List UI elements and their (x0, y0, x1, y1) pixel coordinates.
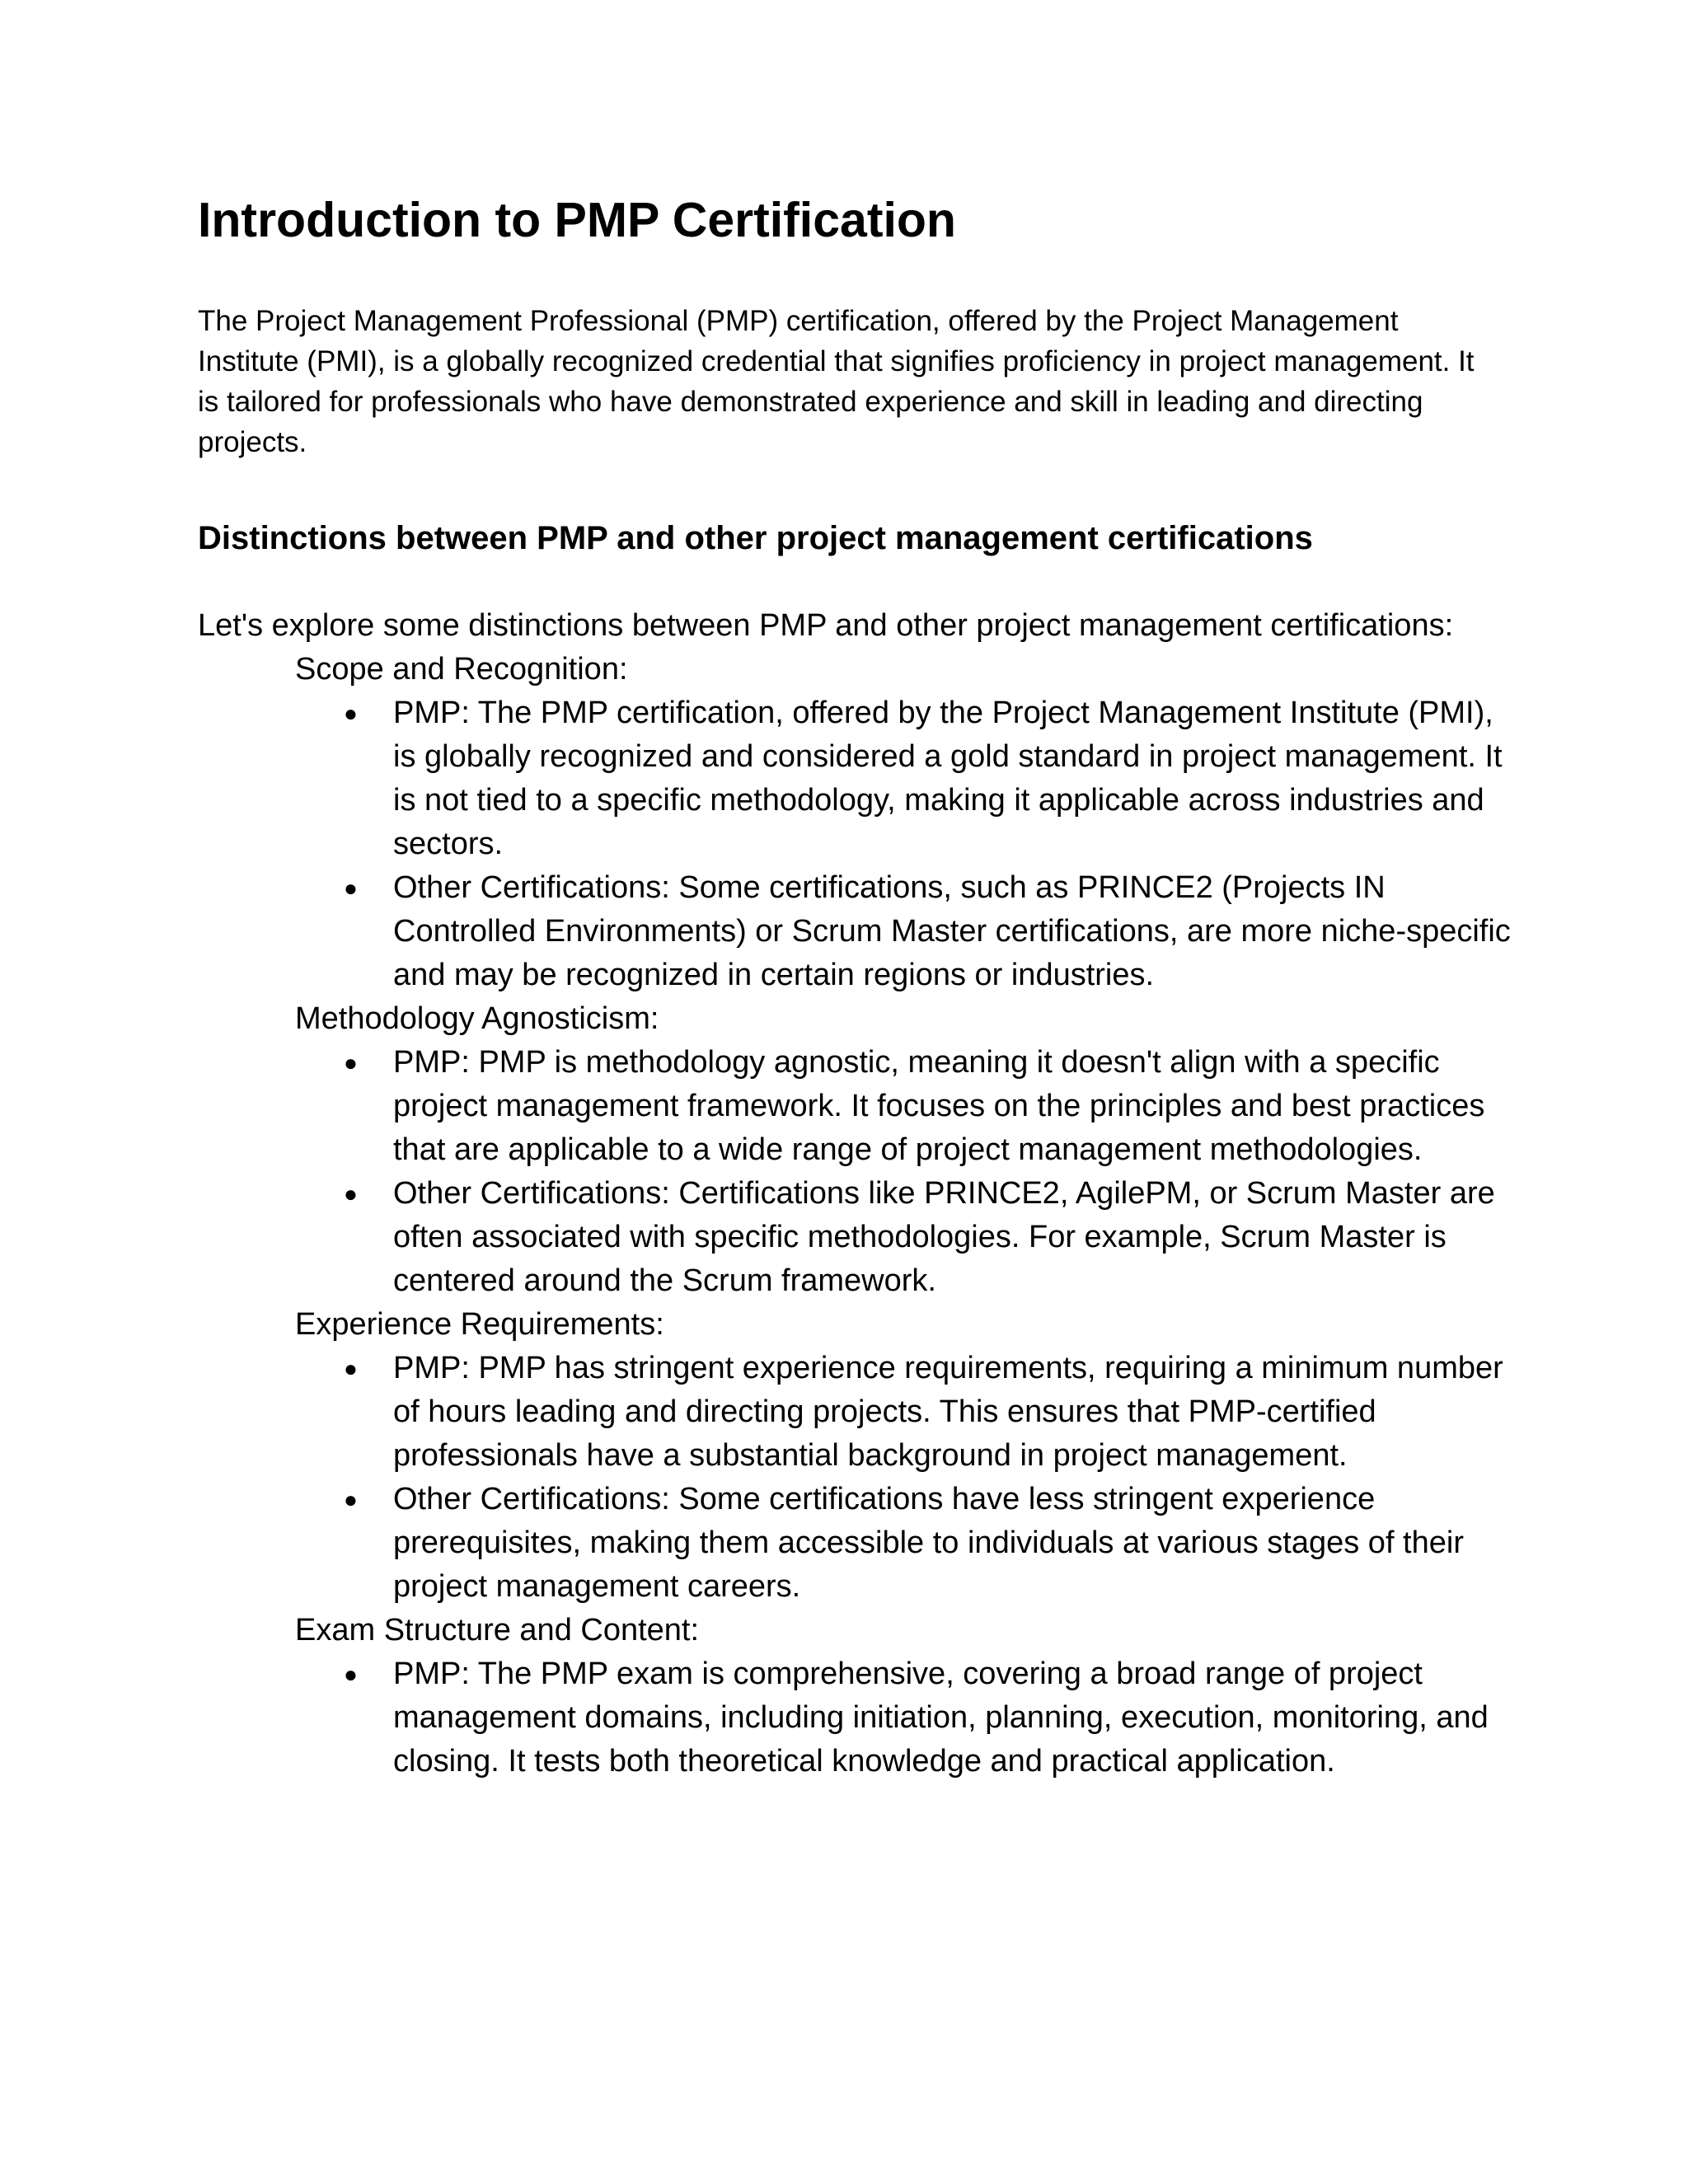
list-item (344, 691, 1514, 866)
group-label: Exam Structure and Content: (295, 1612, 700, 1647)
bullet-list (198, 1347, 1517, 1609)
section-heading: Distinctions between PMP and other project management certifications (198, 519, 1313, 556)
list-item (344, 1041, 1514, 1172)
list-item (344, 1652, 1514, 1783)
group-label: Methodology Agnosticism: (295, 1001, 659, 1036)
bullet-icon: ● (344, 1355, 358, 1381)
bullet-list (198, 1041, 1517, 1303)
bullet-icon: ● (344, 1661, 358, 1687)
list-item-text: Other Certifications: Some certifications have less stringent experience prerequisites, making them accessible to individuals at various stages of their project management careers. (393, 1481, 1464, 1604)
list-item-text: PMP: PMP has stringent experience requirements, requiring a minimum number of hours leading and directing projects. This ensures that PMP-certified professionals have a substantial background in project management. (393, 1350, 1503, 1473)
bullet-list (198, 691, 1517, 997)
group-label: Experience Requirements: (295, 1306, 664, 1342)
list-item-text: PMP: The PMP certification, offered by the Project Management Institute (PMI), is globally recognized and considered a gold standard in project management. It is not tied to a specific methodology, making it applicable across industries and sectors. (393, 695, 1503, 861)
list-item (344, 1478, 1514, 1609)
lead-paragraph: Let's explore some distinctions between PMP and other project management certifications: (198, 607, 1454, 643)
intro-paragraph: The Project Management Professional (PMP) certification, offered by the Project Management Institute (PMI), is a globally recognized credential that signifies proficiency in project management. It is tailored for professionals who have demonstrated experience and skill in leading and directing projects. (198, 304, 1475, 458)
list-item-text: Other Certifications: Certifications like PRINCE2, AgilePM, or Scrum Master are often associated with specific methodologies. For example, Scrum Master is centered around the Scrum framework. (393, 1175, 1495, 1298)
list-item (344, 1347, 1514, 1478)
group-exam-structure-and-content (198, 1609, 1517, 1783)
list-item-text: Other Certifications: Some certifications, such as PRINCE2 (Projects IN Controlled Environments) or Scrum Master certifications, are more niche-specific and may be recognized in certain regions or industries. (393, 869, 1511, 992)
list-item-text: PMP: The PMP exam is comprehensive, covering a broad range of project management domains, including initiation, planning, execution, monitoring, and closing. It tests both theoretical knowledge and practical application. (393, 1656, 1489, 1779)
group-scope-and-recognition (198, 648, 1517, 997)
bullet-list (198, 1652, 1517, 1783)
page-title: Introduction to PMP Certification (198, 193, 956, 247)
bullet-icon: ● (344, 700, 358, 726)
list-item-text: PMP: PMP is methodology agnostic, meaning it doesn't align with a specific project management framework. It focuses on the principles and best practices that are applicable to a wide range of project management methodologies. (393, 1044, 1485, 1167)
group-experience-requirements (198, 1303, 1517, 1609)
bullet-icon: ● (344, 1049, 358, 1076)
bullet-icon: ● (344, 874, 358, 901)
document-page (198, 191, 1517, 1783)
list-item (344, 1172, 1514, 1303)
list-item (344, 866, 1514, 997)
group-label: Scope and Recognition: (295, 651, 628, 687)
group-methodology-agnosticism (198, 997, 1517, 1303)
bullet-icon: ● (344, 1180, 358, 1207)
bullet-icon: ● (344, 1486, 358, 1512)
